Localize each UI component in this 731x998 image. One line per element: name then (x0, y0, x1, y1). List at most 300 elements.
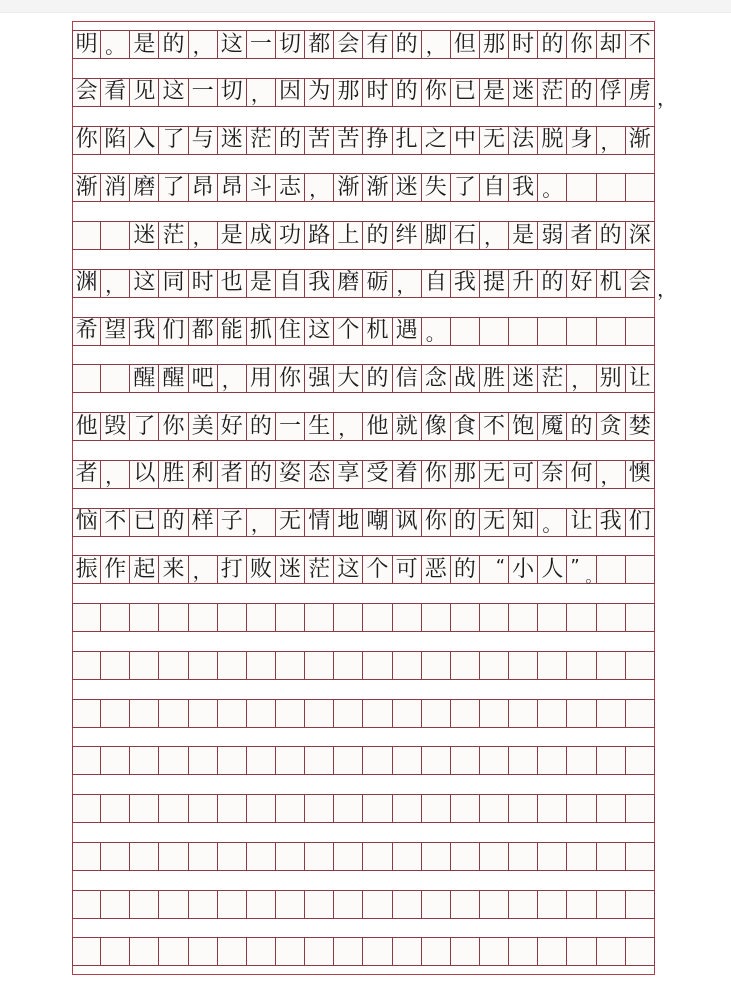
grid-cell-empty (189, 700, 218, 727)
grid-cell-empty (393, 652, 422, 679)
grid-cell-character: 了 (159, 127, 188, 154)
grid-cell-character: 者 (567, 222, 596, 249)
grid-cell-character: 路 (305, 222, 334, 249)
grid-cell-character: 的 (247, 413, 276, 440)
grid-cell-character: 有 (363, 31, 392, 58)
grid-cell-character: 会 (334, 31, 363, 58)
grid-cell-empty (480, 604, 509, 631)
grid-row (72, 412, 655, 441)
grid-cell-character: 迷 (393, 174, 422, 201)
grid-cell-empty (451, 652, 480, 679)
grid-cell-character: ， (597, 461, 626, 488)
grid-cell-empty (567, 747, 596, 774)
grid-cell-character: 这 (334, 556, 363, 583)
grid-row (72, 794, 655, 823)
grid-cell-character: 是 (218, 222, 247, 249)
grid-cell-character: 成 (247, 222, 276, 249)
grid-cell-empty (451, 843, 480, 870)
grid-cell-empty (189, 891, 218, 918)
page-top-strip (0, 0, 731, 13)
grid-cell-empty (305, 795, 334, 822)
grid-cell-empty (422, 700, 451, 727)
grid-cell-character: 是 (130, 31, 159, 58)
grid-cell-empty (567, 891, 596, 918)
grid-row (72, 651, 655, 680)
grid-cell-character: 迷 (218, 127, 247, 154)
grid-cell-character: 但 (451, 31, 480, 58)
grid-cell-character: 是 (509, 222, 538, 249)
grid-cell-character: 的 (159, 31, 188, 58)
grid-row (72, 890, 655, 919)
grid-cell-empty (130, 604, 159, 631)
grid-cell-character: 打 (218, 556, 247, 583)
grid-cell-empty (305, 747, 334, 774)
grid-cell-empty (218, 843, 247, 870)
grid-cell-character: 茫 (305, 556, 334, 583)
grid-cell-character: 你 (567, 31, 596, 58)
grid-cell-empty (305, 843, 334, 870)
grid-cell-empty (393, 604, 422, 631)
grid-cell-character: 昂 (189, 174, 218, 201)
grid-cell-empty (480, 652, 509, 679)
grid-cell-character: 着 (393, 461, 422, 488)
grid-cell-empty (626, 795, 655, 822)
grid-cell-character: 何 (567, 461, 596, 488)
grid-cell-character: 你 (72, 127, 101, 154)
grid-cell-character: 那 (480, 31, 509, 58)
grid-cell-empty (363, 843, 392, 870)
grid-cell-character: 样 (189, 509, 218, 536)
grid-cell-empty (480, 700, 509, 727)
grid-cell-empty (597, 795, 626, 822)
grid-cell-character: 自 (422, 270, 451, 297)
grid-cell-character: 的 (363, 365, 392, 392)
grid-cell-character: 了 (451, 174, 480, 201)
grid-row (72, 221, 655, 250)
grid-cell-empty (626, 174, 655, 201)
grid-cell-empty (626, 747, 655, 774)
grid-cell-empty (130, 795, 159, 822)
grid-cell-empty (189, 795, 218, 822)
grid-cell-empty (422, 938, 451, 965)
grid-row (72, 30, 655, 59)
grid-cell-character: 念 (422, 365, 451, 392)
grid-cell-empty (276, 891, 305, 918)
grid-cell-empty (422, 891, 451, 918)
grid-cell-character: 态 (305, 461, 334, 488)
grid-cell-character: 婪 (626, 413, 655, 440)
grid-cell-character: 自 (480, 174, 509, 201)
grid-cell-empty (101, 795, 130, 822)
grid-cell-empty (247, 938, 276, 965)
grid-cell-character: 与 (189, 127, 218, 154)
grid-cell-character: 不 (626, 31, 655, 58)
grid-cell-empty (276, 604, 305, 631)
grid-cell-character: 可 (393, 556, 422, 583)
grid-cell-empty (363, 700, 392, 727)
grid-cell-empty (422, 652, 451, 679)
grid-cell-character: 的 (597, 222, 626, 249)
grid-cell-empty (567, 700, 596, 727)
grid-cell-empty (101, 938, 130, 965)
grid-cell-character: 渐 (626, 127, 655, 154)
grid-cell-character: 别 (597, 365, 626, 392)
grid-cell-empty (101, 365, 130, 392)
grid-cell-empty (480, 891, 509, 918)
grid-cell-character: 陷 (101, 127, 130, 154)
grid-cell-empty (276, 795, 305, 822)
grid-cell-character: 茫 (159, 222, 188, 249)
grid-cell-empty (538, 747, 567, 774)
grid-cell-empty (101, 843, 130, 870)
grid-cell-empty (101, 891, 130, 918)
grid-cell-empty (247, 891, 276, 918)
grid-cell-character: 那 (334, 79, 363, 106)
grid-cell-character: 我 (509, 174, 538, 201)
grid-cell-empty (626, 891, 655, 918)
grid-cell-empty (451, 318, 480, 345)
grid-cell-character: 用 (247, 365, 276, 392)
grid-cell-empty (451, 938, 480, 965)
grid-cell-empty (276, 843, 305, 870)
grid-cell-character: 渐 (334, 174, 363, 201)
grid-cell-empty (159, 604, 188, 631)
grid-cell-empty (305, 652, 334, 679)
grid-cell-character: 姿 (276, 461, 305, 488)
grid-cell-empty (130, 747, 159, 774)
grid-cell-character: 切 (276, 31, 305, 58)
grid-cell-character: 的 (538, 270, 567, 297)
grid-cell-character: 虏 (626, 79, 655, 106)
grid-cell-character: 们 (159, 318, 188, 345)
grid-cell-character: 俘 (597, 79, 626, 106)
grid-cell-empty (101, 222, 130, 249)
grid-cell-character: 渐 (363, 174, 392, 201)
grid-cell-character: 个 (363, 556, 392, 583)
grid-cell-empty (130, 652, 159, 679)
grid-cell-character: 强 (305, 365, 334, 392)
grid-cell-empty (567, 795, 596, 822)
overhang-punctuation: ， (657, 276, 677, 301)
grid-cell-empty (159, 652, 188, 679)
grid-cell-empty (480, 843, 509, 870)
grid-cell-empty (597, 318, 626, 345)
grid-cell-empty (597, 700, 626, 727)
grid-cell-empty (597, 556, 626, 583)
grid-cell-character: 的 (538, 31, 567, 58)
grid-cell-character: 的 (451, 556, 480, 583)
grid-cell-character: ， (480, 222, 509, 249)
grid-cell-character: 弱 (538, 222, 567, 249)
grid-cell-empty (276, 700, 305, 727)
grid-cell-character: 绊 (393, 222, 422, 249)
grid-cell-empty (130, 843, 159, 870)
grid-row (72, 603, 655, 632)
grid-row (72, 937, 655, 966)
grid-cell-character: 抓 (247, 318, 276, 345)
grid-cell-character: ， (189, 556, 218, 583)
grid-cell-empty (363, 604, 392, 631)
grid-cell-empty (509, 747, 538, 774)
grid-cell-character: 不 (480, 413, 509, 440)
grid-cell-character: 。 (422, 318, 451, 345)
grid-cell-empty (218, 891, 247, 918)
grid-cell-character: 迷 (509, 79, 538, 106)
grid-cell-empty (363, 652, 392, 679)
grid-cell-empty (538, 891, 567, 918)
grid-cell-character: 起 (130, 556, 159, 583)
grid-cell-character: 为 (305, 79, 334, 106)
grid-cell-character: 好 (218, 413, 247, 440)
grid-cell-empty (334, 747, 363, 774)
grid-cell-empty (597, 891, 626, 918)
grid-cell-empty (72, 222, 101, 249)
grid-cell-character: 明 (72, 31, 101, 58)
grid-cell-character: 时 (189, 270, 218, 297)
grid-cell-character: 自 (276, 270, 305, 297)
grid-cell-empty (247, 700, 276, 727)
grid-cell-character: 他 (363, 413, 392, 440)
grid-cell-character: 我 (130, 318, 159, 345)
grid-cell-character: 我 (597, 509, 626, 536)
grid-cell-character: 作 (101, 556, 130, 583)
grid-cell-character: 像 (422, 413, 451, 440)
grid-cell-character: 会 (626, 270, 655, 297)
grid-cell-character: 茫 (538, 79, 567, 106)
grid-cell-character: 的 (567, 413, 596, 440)
grid-cell-character: ， (567, 365, 596, 392)
grid-cell-empty (247, 795, 276, 822)
grid-cell-empty (130, 700, 159, 727)
grid-cell-character: 上 (334, 222, 363, 249)
grid-cell-empty (422, 843, 451, 870)
grid-cell-character: 的 (393, 79, 422, 106)
grid-cell-empty (305, 604, 334, 631)
grid-cell-empty (130, 938, 159, 965)
grid-cell-empty (538, 700, 567, 727)
grid-cell-character: 们 (626, 509, 655, 536)
grid-cell-character: ， (101, 270, 130, 297)
grid-cell-character: 了 (130, 413, 159, 440)
grid-cell-character: 失 (422, 174, 451, 201)
grid-cell-character: 无 (480, 127, 509, 154)
grid-cell-empty (451, 700, 480, 727)
grid-cell-empty (626, 938, 655, 965)
grid-cell-character: 法 (509, 127, 538, 154)
grid-cell-empty (363, 795, 392, 822)
grid-cell-empty (538, 938, 567, 965)
grid-cell-empty (334, 938, 363, 965)
grid-cell-character: 他 (72, 413, 101, 440)
grid-row (72, 508, 655, 537)
grid-cell-character: 迷 (130, 222, 159, 249)
grid-row (72, 269, 655, 298)
grid-cell-empty (538, 795, 567, 822)
trailing-punctuation: 。 (585, 567, 602, 587)
grid-cell-character: 望 (101, 318, 130, 345)
grid-cell-character: 懊 (626, 461, 655, 488)
grid-cell-empty (597, 747, 626, 774)
grid-cell-character: 都 (305, 31, 334, 58)
grid-cell-empty (509, 795, 538, 822)
grid-cell-character: ， (422, 31, 451, 58)
grid-cell-character: 提 (480, 270, 509, 297)
grid-cell-empty (72, 843, 101, 870)
grid-cell-empty (334, 652, 363, 679)
grid-cell-character: 昂 (218, 174, 247, 201)
grid-cell-character: 你 (159, 413, 188, 440)
grid-cell-character: 你 (422, 79, 451, 106)
grid-cell-character: 贪 (597, 413, 626, 440)
grid-cell-character: 苦 (305, 127, 334, 154)
grid-cell-empty (509, 891, 538, 918)
grid-cell-empty (72, 795, 101, 822)
grid-cell-character: 身 (567, 127, 596, 154)
grid-cell-character: 机 (363, 318, 392, 345)
grid-cell-empty (101, 747, 130, 774)
grid-cell-character: ， (189, 31, 218, 58)
grid-cell-character: 住 (276, 318, 305, 345)
grid-cell-character: 魇 (538, 413, 567, 440)
grid-cell-empty (393, 891, 422, 918)
grid-cell-character: 醒 (130, 365, 159, 392)
grid-cell-character: 这 (305, 318, 334, 345)
grid-cell-character: 挣 (363, 127, 392, 154)
grid-cell-empty (218, 604, 247, 631)
grid-cell-empty (509, 938, 538, 965)
grid-cell-character: 你 (422, 509, 451, 536)
grid-cell-character: 人 (538, 556, 567, 583)
grid-cell-empty (451, 795, 480, 822)
grid-cell-character: 机 (597, 270, 626, 297)
grid-cell-empty (597, 652, 626, 679)
grid-cell-character: 嘲 (363, 509, 392, 536)
grid-cell-empty (72, 747, 101, 774)
grid-cell-character: 我 (305, 270, 334, 297)
grid-cell-empty (189, 652, 218, 679)
grid-cell-character: ， (305, 174, 334, 201)
grid-cell-empty (393, 843, 422, 870)
grid-cell-empty (393, 795, 422, 822)
grid-cell-character: 是 (247, 270, 276, 297)
grid-cell-empty (538, 318, 567, 345)
grid-cell-empty (334, 843, 363, 870)
grid-cell-character: 的 (451, 509, 480, 536)
grid-cell-empty (597, 938, 626, 965)
grid-cell-character: 能 (218, 318, 247, 345)
grid-cell-empty (189, 843, 218, 870)
grid-cell-empty (422, 747, 451, 774)
grid-cell-character: 恶 (422, 556, 451, 583)
grid-cell-empty (159, 891, 188, 918)
grid-cell-character: 无 (480, 509, 509, 536)
grid-cell-empty (626, 652, 655, 679)
grid-cell-empty (159, 700, 188, 727)
grid-cell-character: 就 (393, 413, 422, 440)
grid-cell-character: 你 (276, 365, 305, 392)
grid-cell-character: 好 (567, 270, 596, 297)
grid-cell-empty (72, 365, 101, 392)
grid-cell-empty (567, 174, 596, 201)
grid-cell-character: 大 (334, 365, 363, 392)
grid-cell-empty (509, 318, 538, 345)
grid-row (72, 126, 655, 155)
grid-cell-character: 败 (247, 556, 276, 583)
grid-cell-empty (72, 891, 101, 918)
grid-row (72, 364, 655, 393)
grid-cell-empty (626, 700, 655, 727)
grid-cell-empty (159, 938, 188, 965)
grid-cell-character: 享 (334, 461, 363, 488)
grid-cell-empty (451, 604, 480, 631)
grid-row (72, 78, 655, 107)
grid-cell-character: 的 (247, 461, 276, 488)
grid-cell-empty (72, 652, 101, 679)
grid-cell-empty (538, 604, 567, 631)
grid-cell-character: 消 (101, 174, 130, 201)
grid-cell-empty (101, 700, 130, 727)
grid-cell-character: 战 (451, 365, 480, 392)
grid-cell-character: 美 (189, 413, 218, 440)
grid-cell-empty (218, 795, 247, 822)
grid-cell-character: 苦 (334, 127, 363, 154)
grid-row (72, 460, 655, 489)
grid-cell-empty (597, 174, 626, 201)
grid-cell-character: 讽 (393, 509, 422, 536)
grid-cell-empty (363, 747, 392, 774)
grid-cell-empty (305, 891, 334, 918)
grid-cell-empty (189, 747, 218, 774)
grid-cell-character: 深 (626, 222, 655, 249)
grid-cell-character: 利 (189, 461, 218, 488)
grid-row (72, 555, 655, 587)
grid-cell-character: 见 (130, 79, 159, 106)
grid-cell-character: 恼 (72, 509, 101, 536)
grid-cell-character: 脱 (538, 127, 567, 154)
grid-cell-character: 者 (72, 461, 101, 488)
grid-cell-empty (189, 604, 218, 631)
grid-cell-character: 让 (567, 509, 596, 536)
grid-cell-empty (393, 747, 422, 774)
grid-cell-character: 扎 (393, 127, 422, 154)
grid-cell-empty (218, 747, 247, 774)
grid-cell-empty (626, 843, 655, 870)
grid-cell-character: 功 (276, 222, 305, 249)
grid-cell-character: 已 (130, 509, 159, 536)
grid-cell-empty (393, 700, 422, 727)
grid-cell-character: 切 (218, 79, 247, 106)
grid-cell-character: ” 。 (567, 556, 596, 583)
grid-cell-empty (101, 604, 130, 631)
grid-cell-empty (247, 652, 276, 679)
grid-cell-character: 生 (305, 413, 334, 440)
grid-cell-character: 小 (509, 556, 538, 583)
grid-cell-empty (72, 938, 101, 965)
grid-cell-character: 迷 (276, 556, 305, 583)
grid-cell-character: 脚 (422, 222, 451, 249)
grid-cell-character: 以 (130, 461, 159, 488)
grid-row (72, 842, 655, 871)
grid-cell-empty (334, 795, 363, 822)
grid-cell-character: 中 (451, 127, 480, 154)
grid-cell-empty (451, 747, 480, 774)
grid-cell-character: 看 (101, 79, 130, 106)
grid-cell-character: 者 (218, 461, 247, 488)
grid-cell-empty (218, 652, 247, 679)
overhang-punctuation: ， (657, 85, 677, 110)
grid-cell-empty (509, 652, 538, 679)
grid-cell-character: ， (393, 270, 422, 297)
